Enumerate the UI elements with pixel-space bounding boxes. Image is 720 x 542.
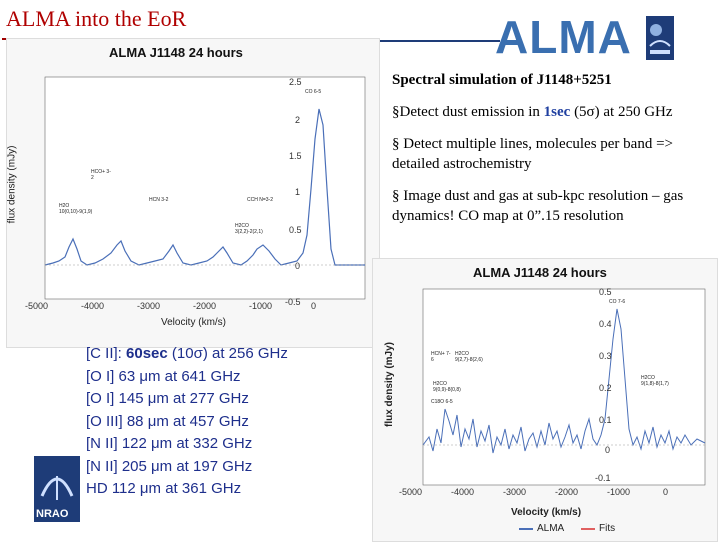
alma-badge-icon: [646, 16, 674, 60]
x-tick: -1000: [249, 301, 273, 311]
line-cii-pre: [C II]:: [86, 345, 127, 362]
line-nii-122: [N II] 122 μm at 332 GHz: [86, 435, 253, 452]
line-id-h2o: H2O 10(0,10)-9(1,9): [59, 203, 93, 215]
nrao-logo-text: NRAO: [36, 508, 69, 520]
y-tick: 2: [295, 115, 301, 125]
line-oi-145: [O I] 145 μm at 277 GHz: [86, 390, 249, 407]
legend-fits: Fits: [599, 523, 616, 534]
line-oi-63: [O I] 63 μm at 641 GHz: [86, 367, 241, 385]
y-tick: 0.1: [599, 415, 612, 425]
line-id-h2co-c: H2CO 9(1,8)-8(1,7): [641, 375, 669, 387]
line-id-co: CO 7-6: [609, 299, 626, 305]
y-tick: 0: [605, 445, 611, 455]
y-tick: 0.2: [599, 383, 612, 393]
y-tick: 0.4: [599, 319, 612, 329]
label-hcop: HCO+: [67, 149, 107, 165]
line-id-co: CO 6-5: [305, 89, 322, 95]
x-tick: -2000: [555, 487, 579, 497]
plot-right-xlabel: Velocity (km/s): [511, 507, 582, 518]
line-id-hcn: HCN 3-2: [149, 197, 169, 203]
line-id-cch: CCH N=3-2: [247, 197, 273, 203]
spectrum-plot-right: [372, 258, 718, 542]
label-cch: CCH: [231, 179, 262, 195]
slide-title: ALMA into the EoR: [6, 6, 187, 31]
alma-rule: [380, 40, 500, 42]
plot-left-title: ALMA J1148 24 hours: [109, 45, 243, 60]
bullet-lines: § Detect multiple lines, molecules per band => detailed astrochemistry: [392, 136, 674, 172]
plot-right-ylabel: flux density (mJy): [384, 341, 396, 428]
plot-left-ylabel: flux density (mJy): [6, 145, 18, 224]
y-tick: 1.5: [289, 151, 302, 161]
x-tick: -3000: [503, 487, 527, 497]
x-tick: -5000: [399, 487, 423, 497]
line-oiii-88: [O III] 88 μm at 457 GHz: [86, 412, 249, 430]
x-tick: 0: [311, 301, 317, 311]
x-tick: -3000: [137, 301, 161, 311]
x-tick: -1000: [607, 487, 631, 497]
line-id-hcnp: HCN+ 7-6: [431, 351, 451, 363]
alma-logo: ALMA: [495, 11, 632, 63]
y-tick: 2.5: [289, 77, 302, 87]
line-cii-post: (10σ) at 256 GHz: [167, 345, 288, 362]
bullet-dust-post: (5σ) at 250 GHz: [570, 104, 673, 120]
line-cii-highlight: 60sec: [126, 345, 168, 362]
line-id-h2co-a: H2CO 9(2,7)-8(2,6): [455, 351, 483, 363]
y-tick: 0: [295, 261, 301, 271]
y-tick: -0.5: [285, 297, 301, 307]
description-heading: Spectral simulation of J1148+5251: [392, 72, 612, 88]
bullet-dust-pre: §Detect dust emission in: [392, 104, 544, 120]
plot-right-canvas: [373, 259, 717, 541]
bullet-dust-highlight: 1sec: [543, 104, 571, 120]
plot-right-title: ALMA J1148 24 hours: [473, 265, 607, 280]
x-tick: -4000: [81, 301, 105, 311]
x-tick: 0: [663, 487, 669, 497]
y-tick: 0.5: [289, 225, 302, 235]
x-tick: -2000: [193, 301, 217, 311]
y-tick: 0.5: [599, 287, 612, 297]
line-id-hcop: HCO+ 3-2: [91, 169, 111, 181]
line-nii-205: [N II] 205 μm at 197 GHz: [86, 457, 253, 475]
legend-alma: ALMA: [537, 523, 565, 534]
description-block: [392, 70, 712, 238]
line-list: [86, 343, 288, 501]
label-hcn: HCN: [135, 175, 166, 191]
x-tick: -4000: [451, 487, 475, 497]
label-co: CO: [275, 101, 296, 117]
x-tick: -5000: [25, 301, 49, 311]
line-id-h2co: H2CO 3(2,2)-2(2,1): [235, 223, 263, 235]
bullet-imaging: § Image dust and gas at sub-kpc resolution – gas dynamics! CO map at 0”.15 resolution: [392, 188, 684, 224]
line-id-c18o: C18O 6-5: [431, 399, 453, 405]
line-id-h2co-b: H2CO 9(0,9)-8(0,8): [433, 381, 461, 393]
line-cii: [86, 343, 288, 366]
y-tick: -0.1: [595, 473, 611, 483]
spectrum-plot-left: [6, 38, 380, 348]
plot-left-xlabel: Velocity (km/s): [161, 317, 227, 328]
bullet-dust: [392, 102, 712, 122]
line-hd-112: HD 112 μm at 361 GHz: [86, 480, 242, 497]
y-tick: 0.3: [599, 351, 612, 361]
y-tick: 1: [295, 187, 301, 197]
